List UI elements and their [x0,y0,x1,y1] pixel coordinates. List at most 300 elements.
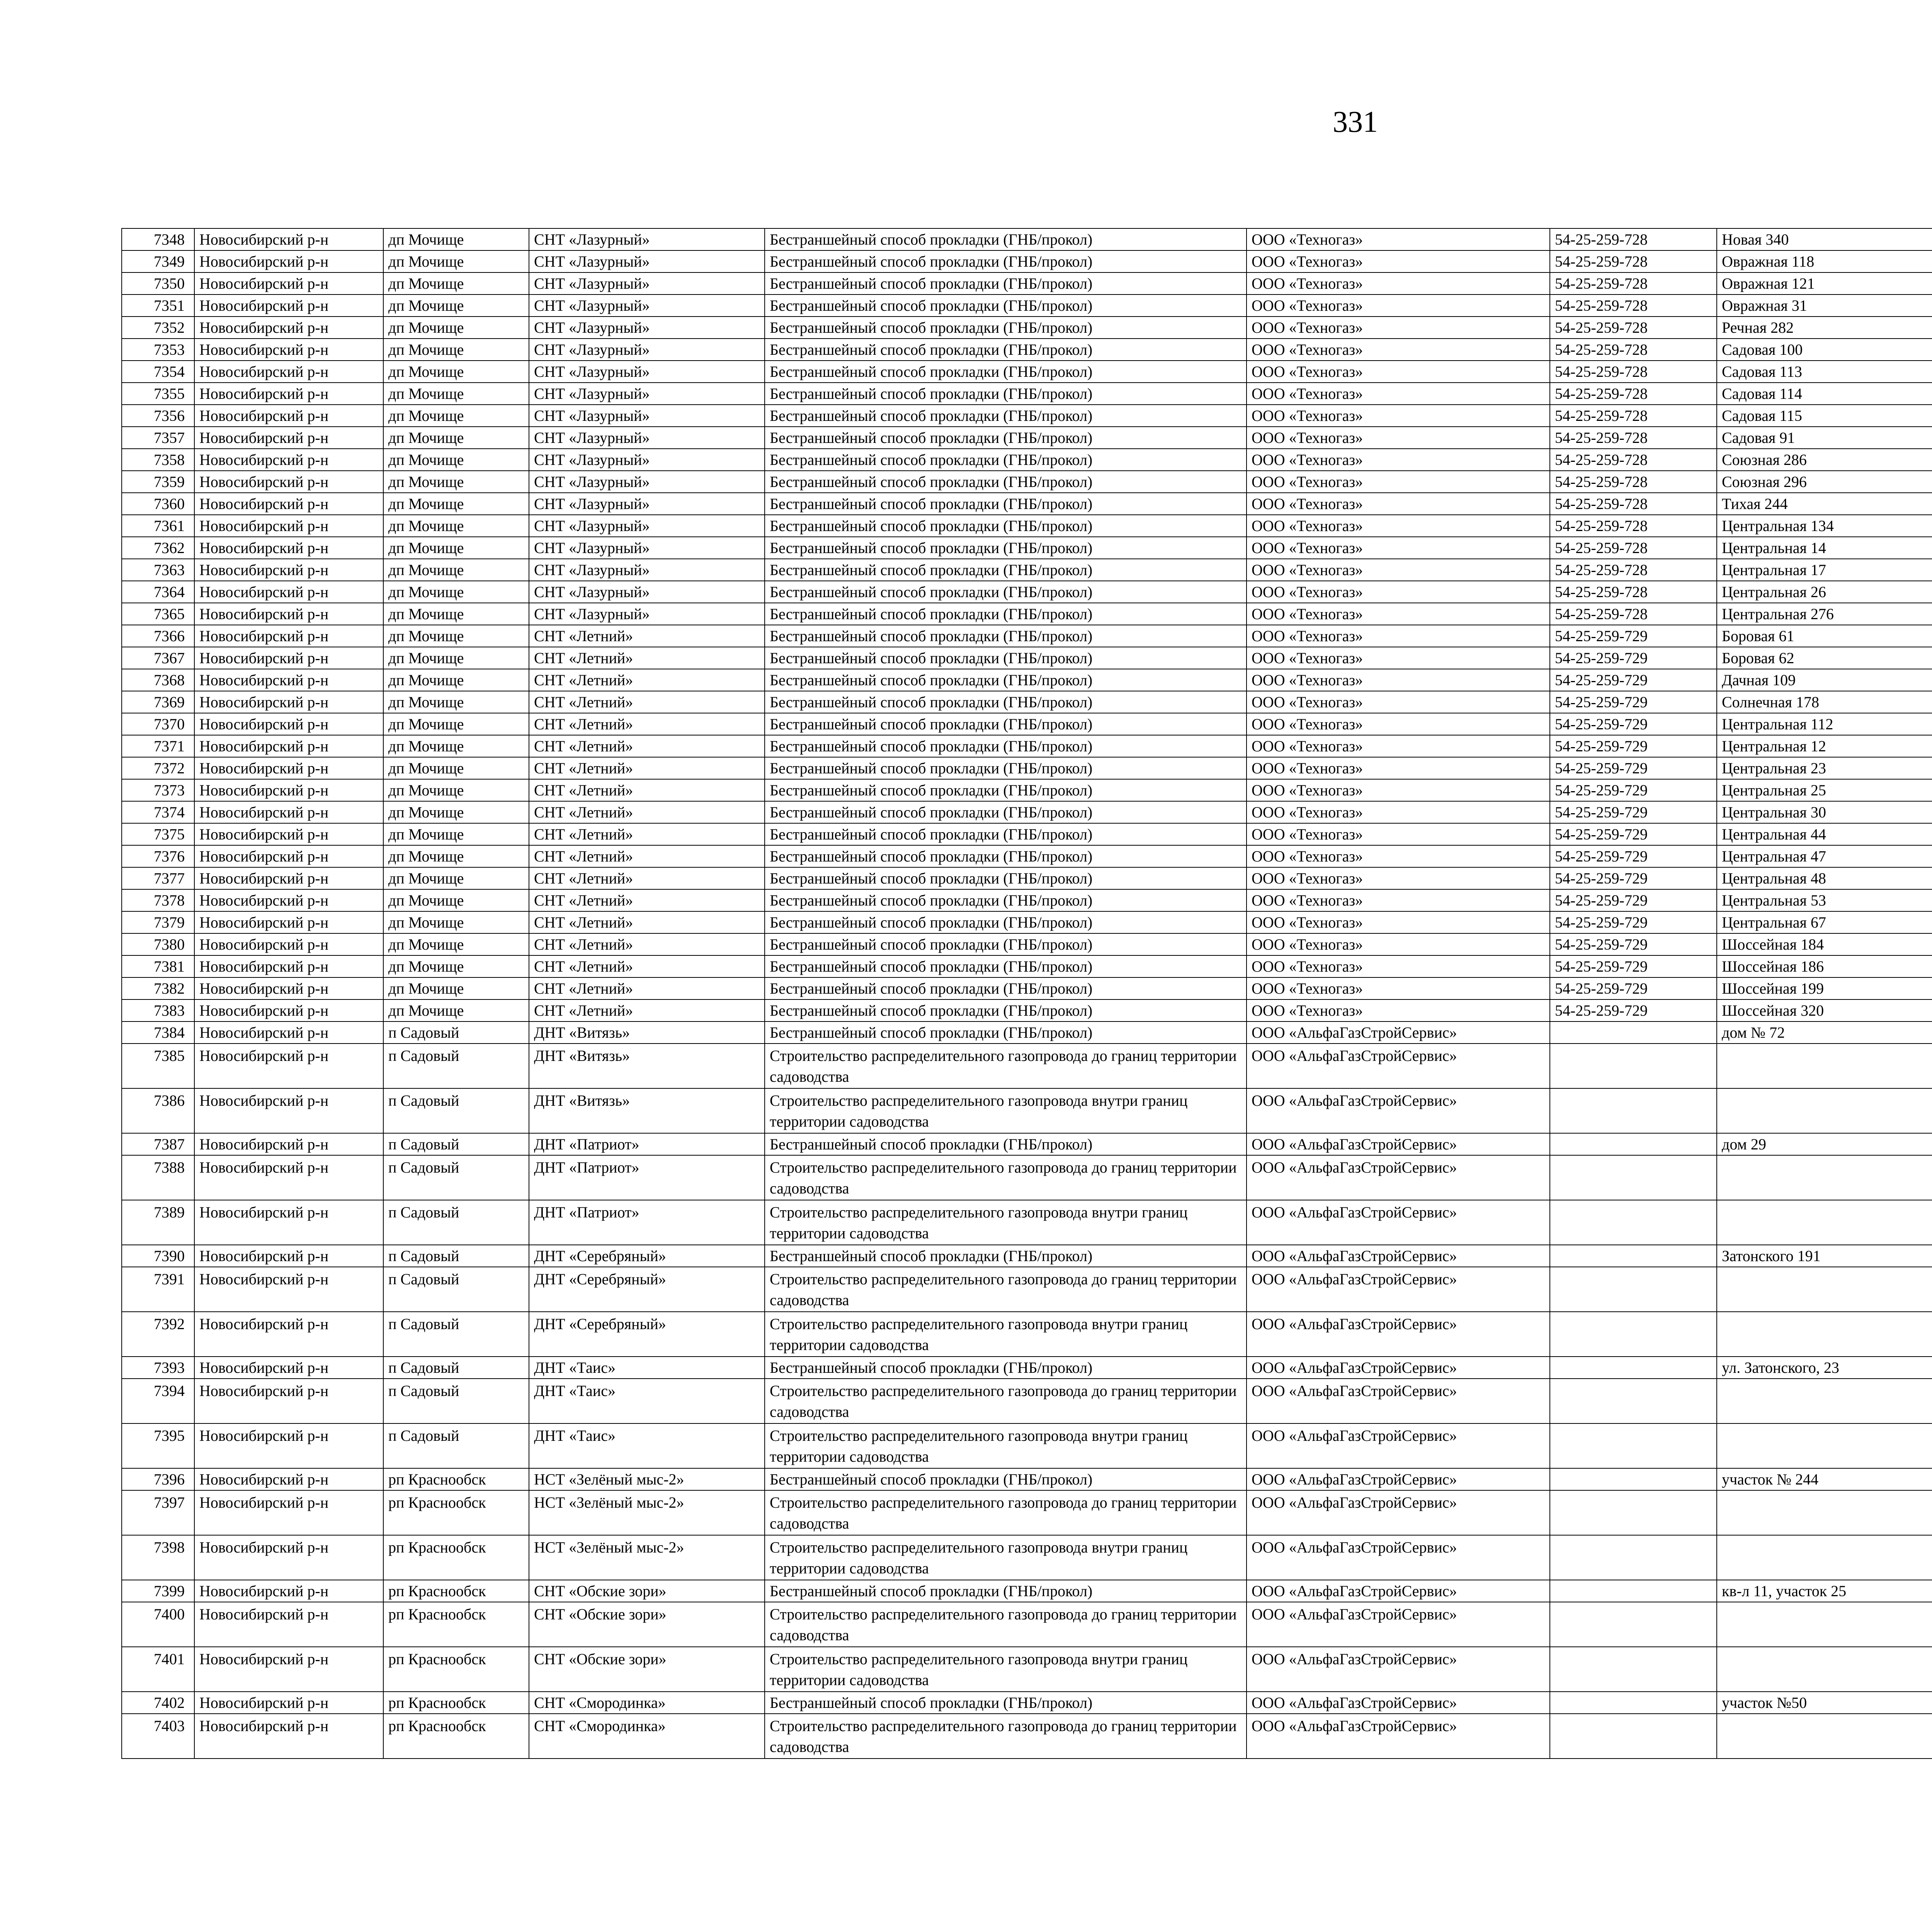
cell-locality: дп Мочище [383,317,529,339]
cell-object-code: 54-25-259-728 [1550,317,1717,339]
cell-contractor: ООО «Техногаз» [1247,735,1550,757]
cell-district: Новосибирский р-н [194,1200,383,1245]
cell-district: Новосибирский р-н [194,1423,383,1468]
table-row [122,1602,1932,1647]
cell-locality: дп Мочище [383,559,529,581]
cell-contractor: ООО «АльфаГазСтройСервис» [1247,1714,1550,1759]
table-row [122,1490,1932,1535]
cell-address: Центральная 67 [1717,911,1932,933]
cell-district: Новосибирский р-н [194,625,383,647]
cell-address: Боровая 61 [1717,625,1932,647]
cell-locality: дп Мочище [383,537,529,559]
cell-work-type: Строительство распределительного газопровода внутри границ территории садоводства [765,1200,1247,1245]
cell-work-type: Бестраншейный способ прокладки (ГНБ/прокол) [765,272,1247,295]
cell-object-code: 54-25-259-728 [1550,361,1717,383]
cell-object-code: 54-25-259-728 [1550,250,1717,272]
cell-work-type: Бестраншейный способ прокладки (ГНБ/прокол) [765,779,1247,801]
cell-address: Садовая 100 [1717,339,1932,361]
cell-locality: рп Краснообск [383,1490,529,1535]
cell-work-type: Строительство распределительного газопровода до границ территории садоводства [765,1602,1247,1647]
cell-address: Шоссейная 186 [1717,955,1932,977]
cell-object-code: 54-25-259-728 [1550,559,1717,581]
cell-contractor: ООО «Техногаз» [1247,845,1550,867]
cell-locality: дп Мочище [383,295,529,317]
cell-number: 7354 [122,361,194,383]
cell-work-type: Бестраншейный способ прокладки (ГНБ/прокол) [765,228,1247,250]
cell-address: Речная 282 [1717,317,1932,339]
cell-work-type: Бестраншейный способ прокладки (ГНБ/прокол) [765,471,1247,493]
cell-work-type: Бестраншейный способ прокладки (ГНБ/прокол) [765,1245,1247,1267]
cell-society: ДНТ «Патриот» [529,1200,765,1245]
cell-object-code: 54-25-259-729 [1550,779,1717,801]
cell-object-code: 54-25-259-729 [1550,911,1717,933]
cell-address: Центральная 134 [1717,515,1932,537]
cell-society: СНТ «Летний» [529,823,765,845]
cell-locality: п Садовый [383,1379,529,1423]
table-row [122,559,1932,581]
table-row [122,955,1932,977]
cell-number: 7387 [122,1133,194,1155]
cell-society: СНТ «Летний» [529,845,765,867]
cell-work-type: Бестраншейный способ прокладки (ГНБ/прокол) [765,911,1247,933]
cell-object-code: 54-25-259-728 [1550,405,1717,427]
cell-contractor: ООО «Техногаз» [1247,581,1550,603]
cell-work-type: Бестраншейный способ прокладки (ГНБ/прокол) [765,603,1247,625]
cell-society: СНТ «Лазурный» [529,537,765,559]
table-row [122,1357,1932,1379]
cell-number: 7400 [122,1602,194,1647]
cell-work-type: Строительство распределительного газопровода до границ территории садоводства [765,1044,1247,1088]
cell-society: СНТ «Лазурный» [529,559,765,581]
cell-number: 7393 [122,1357,194,1379]
cell-district: Новосибирский р-н [194,581,383,603]
table-row [122,1155,1932,1200]
cell-locality: дп Мочище [383,493,529,515]
cell-contractor: ООО «Техногаз» [1247,361,1550,383]
cell-society: НСТ «Зелёный мыс-2» [529,1490,765,1535]
cell-locality: рп Краснообск [383,1714,529,1759]
cell-society: СНТ «Лазурный» [529,471,765,493]
cell-society: СНТ «Лазурный» [529,361,765,383]
cell-work-type: Строительство распределительного газопровода до границ территории садоводства [765,1155,1247,1200]
cell-locality: дп Мочище [383,250,529,272]
table-row [122,1267,1932,1312]
table-row [122,339,1932,361]
cell-object-code [1550,1245,1717,1267]
cell-society: СНТ «Лазурный» [529,449,765,471]
cell-contractor: ООО «Техногаз» [1247,559,1550,581]
table-row [122,735,1932,757]
cell-number: 7362 [122,537,194,559]
table-row [122,581,1932,603]
cell-district: Новосибирский р-н [194,1602,383,1647]
cell-address: Овражная 31 [1717,295,1932,317]
table-row [122,911,1932,933]
cell-contractor: ООО «АльфаГазСтройСервис» [1247,1602,1550,1647]
table-row [122,603,1932,625]
cell-number: 7385 [122,1044,194,1088]
cell-society: НСТ «Зелёный мыс-2» [529,1535,765,1580]
cell-district: Новосибирский р-н [194,1580,383,1602]
cell-society: СНТ «Смородинка» [529,1692,765,1714]
table-row [122,1468,1932,1490]
cell-work-type: Строительство распределительного газопровода внутри границ территории садоводства [765,1312,1247,1357]
cell-address [1717,1088,1932,1133]
cell-number: 7377 [122,867,194,889]
cell-district: Новосибирский р-н [194,1714,383,1759]
cell-district: Новосибирский р-н [194,911,383,933]
cell-society: СНТ «Лазурный» [529,383,765,405]
cell-number: 7351 [122,295,194,317]
table-body [122,228,1932,1759]
cell-number: 7376 [122,845,194,867]
cell-district: Новосибирский р-н [194,559,383,581]
cell-address [1717,1490,1932,1535]
cell-district: Новосибирский р-н [194,1155,383,1200]
table-row [122,405,1932,427]
cell-society: СНТ «Летний» [529,647,765,669]
cell-contractor: ООО «Техногаз» [1247,691,1550,713]
cell-work-type: Бестраншейный способ прокладки (ГНБ/прокол) [765,691,1247,713]
cell-work-type: Бестраншейный способ прокладки (ГНБ/прокол) [765,625,1247,647]
cell-district: Новосибирский р-н [194,889,383,911]
cell-address: Центральная 47 [1717,845,1932,867]
cell-locality: рп Краснообск [383,1692,529,1714]
cell-object-code: 54-25-259-729 [1550,977,1717,999]
cell-society: СНТ «Летний» [529,955,765,977]
cell-work-type: Бестраншейный способ прокладки (ГНБ/прокол) [765,823,1247,845]
cell-contractor: ООО «АльфаГазСтройСервис» [1247,1535,1550,1580]
cell-address: участок №50 [1717,1692,1932,1714]
table-row [122,845,1932,867]
cell-locality: дп Мочище [383,427,529,449]
cell-number: 7355 [122,383,194,405]
cell-work-type: Бестраншейный способ прокладки (ГНБ/прокол) [765,515,1247,537]
cell-address [1717,1267,1932,1312]
cell-district: Новосибирский р-н [194,537,383,559]
table-row [122,1535,1932,1580]
cell-district: Новосибирский р-н [194,339,383,361]
cell-number: 7372 [122,757,194,779]
table-row [122,779,1932,801]
cell-district: Новосибирский р-н [194,1468,383,1490]
cell-number: 7366 [122,625,194,647]
cell-contractor: ООО «Техногаз» [1247,471,1550,493]
cell-society: СНТ «Летний» [529,933,765,955]
cell-society: СНТ «Лазурный» [529,493,765,515]
cell-address: дом 29 [1717,1133,1932,1155]
cell-number: 7352 [122,317,194,339]
table-row [122,228,1932,250]
cell-society: СНТ «Летний» [529,625,765,647]
cell-locality: дп Мочище [383,272,529,295]
cell-number: 7356 [122,405,194,427]
cell-work-type: Бестраншейный способ прокладки (ГНБ/прокол) [765,383,1247,405]
cell-address: Солнечная 178 [1717,691,1932,713]
cell-locality: дп Мочище [383,361,529,383]
cell-district: Новосибирский р-н [194,427,383,449]
cell-number: 7349 [122,250,194,272]
cell-object-code [1550,1423,1717,1468]
cell-society: СНТ «Летний» [529,867,765,889]
cell-contractor: ООО «Техногаз» [1247,383,1550,405]
cell-locality: дп Мочище [383,515,529,537]
cell-address: Садовая 114 [1717,383,1932,405]
cell-number: 7379 [122,911,194,933]
cell-object-code: 54-25-259-728 [1550,537,1717,559]
cell-society: СНТ «Лазурный» [529,250,765,272]
cell-locality: дп Мочище [383,449,529,471]
cell-locality: п Садовый [383,1357,529,1379]
cell-object-code: 54-25-259-729 [1550,757,1717,779]
cell-object-code: 54-25-259-728 [1550,493,1717,515]
cell-society: СНТ «Обские зори» [529,1580,765,1602]
cell-district: Новосибирский р-н [194,383,383,405]
cell-locality: п Садовый [383,1044,529,1088]
cell-object-code: 54-25-259-729 [1550,845,1717,867]
cell-district: Новосибирский р-н [194,735,383,757]
table-row [122,625,1932,647]
cell-locality: дп Мочище [383,713,529,735]
cell-locality: рп Краснообск [383,1468,529,1490]
table-row [122,250,1932,272]
cell-address: Союзная 296 [1717,471,1932,493]
cell-district: Новосибирский р-н [194,471,383,493]
cell-number: 7360 [122,493,194,515]
cell-contractor: ООО «Техногаз» [1247,669,1550,691]
cell-address: Центральная 26 [1717,581,1932,603]
cell-number: 7365 [122,603,194,625]
cell-address: кв-л 11, участок 25 [1717,1580,1932,1602]
cell-district: Новосибирский р-н [194,1245,383,1267]
cell-contractor: ООО «Техногаз» [1247,515,1550,537]
cell-society: СНТ «Летний» [529,889,765,911]
table-row [122,1312,1932,1357]
cell-number: 7389 [122,1200,194,1245]
cell-locality: дп Мочище [383,779,529,801]
cell-address: Шоссейная 184 [1717,933,1932,955]
cell-work-type: Бестраншейный способ прокладки (ГНБ/прокол) [765,559,1247,581]
cell-contractor: ООО «АльфаГазСтройСервис» [1247,1044,1550,1088]
cell-address [1717,1200,1932,1245]
cell-work-type: Строительство распределительного газопровода до границ территории садоводства [765,1379,1247,1423]
cell-address: Центральная 30 [1717,801,1932,823]
cell-society: ДНТ «Таис» [529,1423,765,1468]
cell-work-type: Строительство распределительного газопровода до границ территории садоводства [765,1714,1247,1759]
cell-work-type: Бестраншейный способ прокладки (ГНБ/прокол) [765,427,1247,449]
cell-address: Дачная 109 [1717,669,1932,691]
cell-number: 7383 [122,999,194,1021]
cell-address: участок № 244 [1717,1468,1932,1490]
cell-object-code: 54-25-259-729 [1550,955,1717,977]
cell-address: Шоссейная 320 [1717,999,1932,1021]
cell-work-type: Бестраншейный способ прокладки (ГНБ/прокол) [765,449,1247,471]
cell-society: ДНТ «Серебряный» [529,1312,765,1357]
cell-contractor: ООО «Техногаз» [1247,977,1550,999]
cell-address [1717,1714,1932,1759]
cell-number: 7403 [122,1714,194,1759]
cell-district: Новосибирский р-н [194,1490,383,1535]
cell-district: Новосибирский р-н [194,1133,383,1155]
cell-number: 7357 [122,427,194,449]
cell-address [1717,1379,1932,1423]
cell-address: Центральная 44 [1717,823,1932,845]
cell-address: дом № 72 [1717,1021,1932,1044]
cell-district: Новосибирский р-н [194,361,383,383]
cell-address: Центральная 17 [1717,559,1932,581]
cell-object-code [1550,1379,1717,1423]
cell-locality: дп Мочище [383,911,529,933]
cell-locality: п Садовый [383,1021,529,1044]
cell-locality: дп Мочище [383,933,529,955]
cell-locality: дп Мочище [383,801,529,823]
cell-district: Новосибирский р-н [194,779,383,801]
cell-contractor: ООО «Техногаз» [1247,933,1550,955]
cell-object-code [1550,1468,1717,1490]
cell-district: Новосибирский р-н [194,647,383,669]
cell-district: Новосибирский р-н [194,1379,383,1423]
cell-object-code: 54-25-259-729 [1550,889,1717,911]
cell-district: Новосибирский р-н [194,1692,383,1714]
cell-district: Новосибирский р-н [194,1044,383,1088]
cell-district: Новосибирский р-н [194,272,383,295]
cell-locality: дп Мочище [383,647,529,669]
cell-society: СНТ «Лазурный» [529,228,765,250]
cell-district: Новосибирский р-н [194,933,383,955]
cell-address: Центральная 25 [1717,779,1932,801]
cell-contractor: ООО «АльфаГазСтройСервис» [1247,1468,1550,1490]
cell-contractor: ООО «Техногаз» [1247,449,1550,471]
cell-locality: дп Мочище [383,339,529,361]
cell-work-type: Бестраншейный способ прокладки (ГНБ/прокол) [765,647,1247,669]
cell-object-code: 54-25-259-729 [1550,823,1717,845]
cell-number: 7348 [122,228,194,250]
cell-locality: п Садовый [383,1312,529,1357]
cell-work-type: Строительство распределительного газопровода внутри границ территории садоводства [765,1535,1247,1580]
cell-society: СНТ «Обские зори» [529,1602,765,1647]
cell-number: 7401 [122,1647,194,1692]
cell-work-type: Бестраншейный способ прокладки (ГНБ/прокол) [765,999,1247,1021]
cell-work-type: Бестраншейный способ прокладки (ГНБ/прокол) [765,405,1247,427]
cell-work-type: Строительство распределительного газопровода до границ территории садоводства [765,1490,1247,1535]
cell-work-type: Бестраншейный способ прокладки (ГНБ/прокол) [765,361,1247,383]
cell-work-type: Бестраншейный способ прокладки (ГНБ/прокол) [765,1357,1247,1379]
cell-address: Шоссейная 199 [1717,977,1932,999]
cell-contractor: ООО «АльфаГазСтройСервис» [1247,1379,1550,1423]
cell-contractor: ООО «Техногаз» [1247,405,1550,427]
cell-address: Центральная 23 [1717,757,1932,779]
cell-district: Новосибирский р-н [194,691,383,713]
cell-society: СНТ «Лазурный» [529,603,765,625]
cell-society: СНТ «Лазурный» [529,515,765,537]
cell-contractor: ООО «АльфаГазСтройСервис» [1247,1155,1550,1200]
cell-society: СНТ «Лазурный» [529,427,765,449]
cell-object-code [1550,1357,1717,1379]
cell-district: Новосибирский р-н [194,1088,383,1133]
cell-society: СНТ «Лазурный» [529,581,765,603]
cell-address [1717,1312,1932,1357]
cell-address: ул. Затонского, 23 [1717,1357,1932,1379]
cell-district: Новосибирский р-н [194,955,383,977]
cell-object-code: 54-25-259-729 [1550,647,1717,669]
cell-locality: дп Мочище [383,471,529,493]
cell-society: СНТ «Лазурный» [529,272,765,295]
cell-contractor: ООО «АльфаГазСтройСервис» [1247,1133,1550,1155]
cell-contractor: ООО «Техногаз» [1247,911,1550,933]
cell-contractor: ООО «Техногаз» [1247,867,1550,889]
cell-contractor: ООО «Техногаз» [1247,647,1550,669]
cell-object-code: 54-25-259-729 [1550,801,1717,823]
cell-object-code: 54-25-259-729 [1550,625,1717,647]
cell-locality: дп Мочище [383,823,529,845]
cell-object-code [1550,1692,1717,1714]
cell-contractor: ООО «АльфаГазСтройСервис» [1247,1267,1550,1312]
cell-society: ДНТ «Серебряный» [529,1245,765,1267]
cell-object-code [1550,1714,1717,1759]
cell-object-code: 54-25-259-728 [1550,295,1717,317]
cell-society: ДНТ «Витязь» [529,1088,765,1133]
cell-district: Новосибирский р-н [194,228,383,250]
cell-contractor: ООО «Техногаз» [1247,427,1550,449]
table-row [122,1133,1932,1155]
cell-district: Новосибирский р-н [194,1267,383,1312]
cell-society: СНТ «Летний» [529,801,765,823]
cell-contractor: ООО «Техногаз» [1247,889,1550,911]
page-number: 331 [1333,105,1378,138]
cell-object-code [1550,1602,1717,1647]
cell-district: Новосибирский р-н [194,757,383,779]
cell-number: 7353 [122,339,194,361]
cell-society: СНТ «Обские зори» [529,1647,765,1692]
cell-district: Новосибирский р-н [194,317,383,339]
cell-contractor: ООО «АльфаГазСтройСервис» [1247,1490,1550,1535]
cell-address [1717,1535,1932,1580]
table-row [122,999,1932,1021]
cell-contractor: ООО «АльфаГазСтройСервис» [1247,1088,1550,1133]
cell-address [1717,1647,1932,1692]
cell-address: Центральная 112 [1717,713,1932,735]
cell-district: Новосибирский р-н [194,405,383,427]
table-row [122,537,1932,559]
cell-object-code: 54-25-259-728 [1550,272,1717,295]
cell-society: ДНТ «Таис» [529,1379,765,1423]
cell-object-code [1550,1580,1717,1602]
cell-address: Тихая 244 [1717,493,1932,515]
cell-contractor: ООО «Техногаз» [1247,625,1550,647]
cell-object-code [1550,1267,1717,1312]
table-row [122,1423,1932,1468]
cell-address: Боровая 62 [1717,647,1932,669]
cell-object-code [1550,1490,1717,1535]
cell-society: ДНТ «Витязь» [529,1044,765,1088]
cell-work-type: Бестраншейный способ прокладки (ГНБ/прокол) [765,845,1247,867]
cell-number: 7384 [122,1021,194,1044]
cell-object-code: 54-25-259-729 [1550,933,1717,955]
cell-number: 7398 [122,1535,194,1580]
table-row [122,867,1932,889]
cell-address: Центральная 12 [1717,735,1932,757]
cell-locality: рп Краснообск [383,1602,529,1647]
cell-work-type: Бестраншейный способ прокладки (ГНБ/прокол) [765,295,1247,317]
table-row [122,977,1932,999]
cell-district: Новосибирский р-н [194,1647,383,1692]
cell-address [1717,1155,1932,1200]
cell-number: 7363 [122,559,194,581]
cell-number: 7390 [122,1245,194,1267]
cell-locality: дп Мочище [383,625,529,647]
cell-number: 7392 [122,1312,194,1357]
cell-society: СНТ «Летний» [529,735,765,757]
